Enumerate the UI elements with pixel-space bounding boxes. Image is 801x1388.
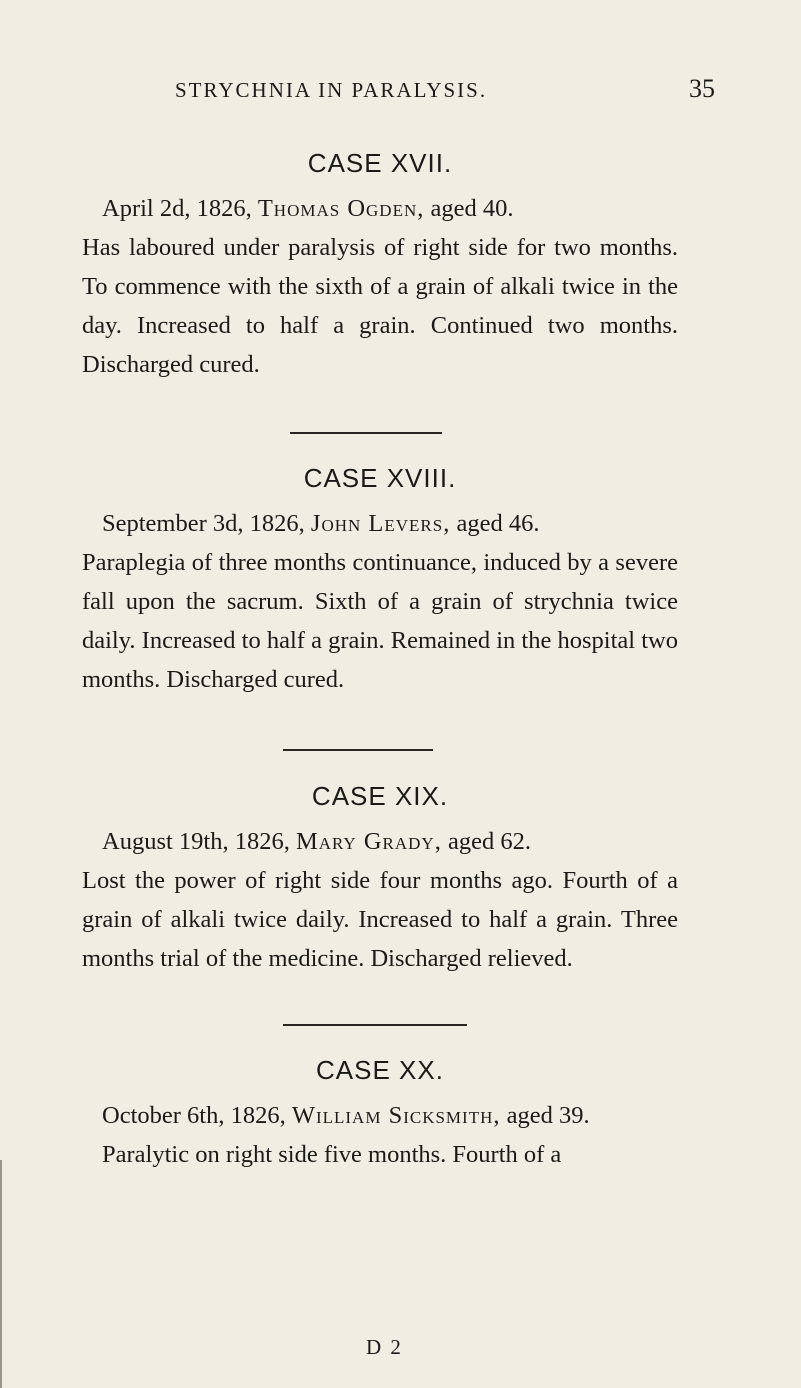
- case-text: Paralytic on right side five months. Fourth of a: [102, 1141, 562, 1168]
- page-edge-shadow: [0, 1160, 2, 1388]
- case-title: CASE XX.: [316, 1055, 444, 1085]
- case-date: April 2d, 1826,: [102, 195, 252, 222]
- case-section: [82, 1055, 678, 1174]
- signature-mark: D 2: [366, 1335, 403, 1359]
- case-title: CASE XIX.: [311, 781, 449, 811]
- case-entry: [82, 1096, 678, 1174]
- case-date: September 3d, 1826,: [102, 510, 305, 537]
- case-date: August 19th, 1826,: [102, 828, 290, 855]
- case-text: Paraplegia of three months continuance, induced by a severe fall upon the sacrum. Sixth of a grain of strychnia twice daily. Increased to half a grain. Remained in the hospital two months. Discharged cured.: [82, 549, 678, 693]
- case-title: CASE XVII.: [307, 148, 453, 178]
- section-divider: [290, 432, 442, 434]
- case-heading-line: [82, 504, 678, 543]
- case-section: [82, 463, 678, 699]
- page-number: 35: [689, 74, 715, 103]
- patient-age: aged 39.: [506, 1102, 590, 1129]
- running-title: STRYCHNIA IN PARALYSIS.: [175, 78, 488, 102]
- case-entry: [82, 822, 678, 978]
- case-section: [82, 781, 678, 978]
- case-entry: [82, 504, 678, 699]
- case-heading-line: [82, 1096, 678, 1135]
- section-divider: [283, 749, 433, 751]
- patient-name: Mary Grady,: [295, 828, 442, 855]
- case-heading-line: [82, 822, 678, 861]
- patient-name: William Sicksmith,: [291, 1102, 501, 1129]
- case-text: Has laboured under paralysis of right side for two months. To commence with the sixth of a grain of alkali twice in the day. Increased to half a grain. Continued two months. Discharged cured.: [82, 234, 678, 378]
- patient-name: John Levers,: [310, 510, 451, 537]
- case-entry: [82, 189, 678, 384]
- case-date: October 6th, 1826,: [102, 1102, 286, 1129]
- patient-age: aged 62.: [447, 828, 531, 855]
- case-text: Lost the power of right side four months ago. Fourth of a grain of alkali twice daily. Increased to half a grain. Three months trial of the medicine. Discharged relieved.: [82, 867, 678, 972]
- patient-age: aged 46.: [456, 510, 540, 537]
- case-title: CASE XVIII.: [303, 463, 457, 493]
- case-section: [82, 148, 678, 384]
- case-heading-line: [82, 189, 678, 228]
- patient-name: Thomas Ogden,: [257, 195, 425, 222]
- section-divider: [283, 1024, 467, 1026]
- patient-age: aged 40.: [430, 195, 514, 222]
